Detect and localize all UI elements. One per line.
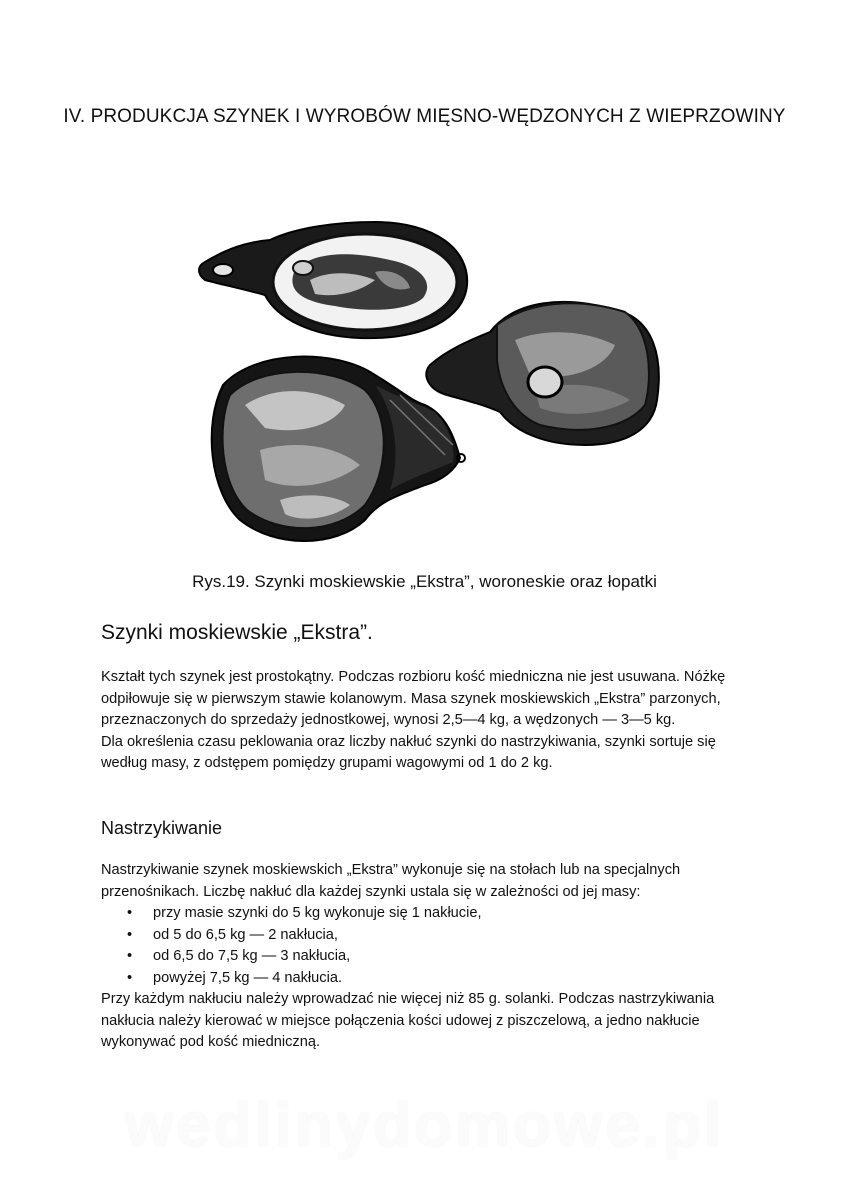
- section-heading: Szynki moskiewskie „Ekstra”.: [101, 621, 373, 644]
- ham-moskiewska-drawing: [199, 222, 467, 338]
- section-body: [101, 667, 761, 775]
- subsection-body: [101, 860, 761, 1054]
- paragraph: Kształt tych szynek jest prostokątny. Podczas rozbioru kość miedniczna nie jest usuwana. Nóżkę odpiłowuje się w pierwszym stawie kolanowym. Masa szynek moskiewskich „Ekstra” parzonych, przeznaczonych do sprzedaży jednostkowej, wynosi 2,5—4 kg, a wędzonych — 3—5 kg.: [101, 669, 726, 728]
- paragraph: Przy każdym nakłuciu należy wprowadzać nie więcej niż 85 g. solanki. Podczas nastrzykiwania nakłucia należy kierować w miejsce połączenia kości udowej z piszczelową, a jedno nakłucie wykonywać pod kość miedniczną.: [101, 991, 715, 1050]
- ham-woroneska-drawing: [212, 357, 465, 541]
- watermark: wedlinydomowe.pl: [124, 1091, 725, 1160]
- list-item: • od 6,5 do 7,5 kg — 3 nakłucia,: [101, 946, 761, 968]
- list-item: • od 5 do 6,5 kg — 2 nakłucia,: [101, 925, 761, 947]
- bullet-list: [101, 903, 761, 989]
- figure-caption: Rys.19. Szynki moskiewskie „Ekstra”, woroneskie oraz łopatki: [192, 572, 657, 591]
- list-item: • przy masie szynki do 5 kg wykonuje się 1 nakłucie,: [101, 903, 761, 925]
- subsection-heading: Nastrzykiwanie: [101, 818, 223, 838]
- paragraph: Nastrzykiwanie szynek moskiewskich „Ekstra” wykonuje się na stołach lub na specjalnych przenośnikach. Liczbę nakłuć dla każdej szynki ustala się w zależności od jej masy:: [101, 862, 681, 900]
- list-item: • powyżej 7,5 kg — 4 nakłucia.: [101, 968, 761, 990]
- ham-illustration: [185, 200, 675, 555]
- paragraph: Dla określenia czasu peklowania oraz liczby nakłuć szynki do nastrzykiwania, szynki sortuje się według masy, z odstępem pomiędzy grupami wagowymi od 1 do 2 kg.: [101, 733, 716, 771]
- shoulder-drawing: [426, 302, 658, 445]
- page-title: IV. PRODUKCJA SZYNEK I WYROBÓW MIĘSNO-WĘDZONYCH Z WIEPRZOWINY: [63, 106, 786, 127]
